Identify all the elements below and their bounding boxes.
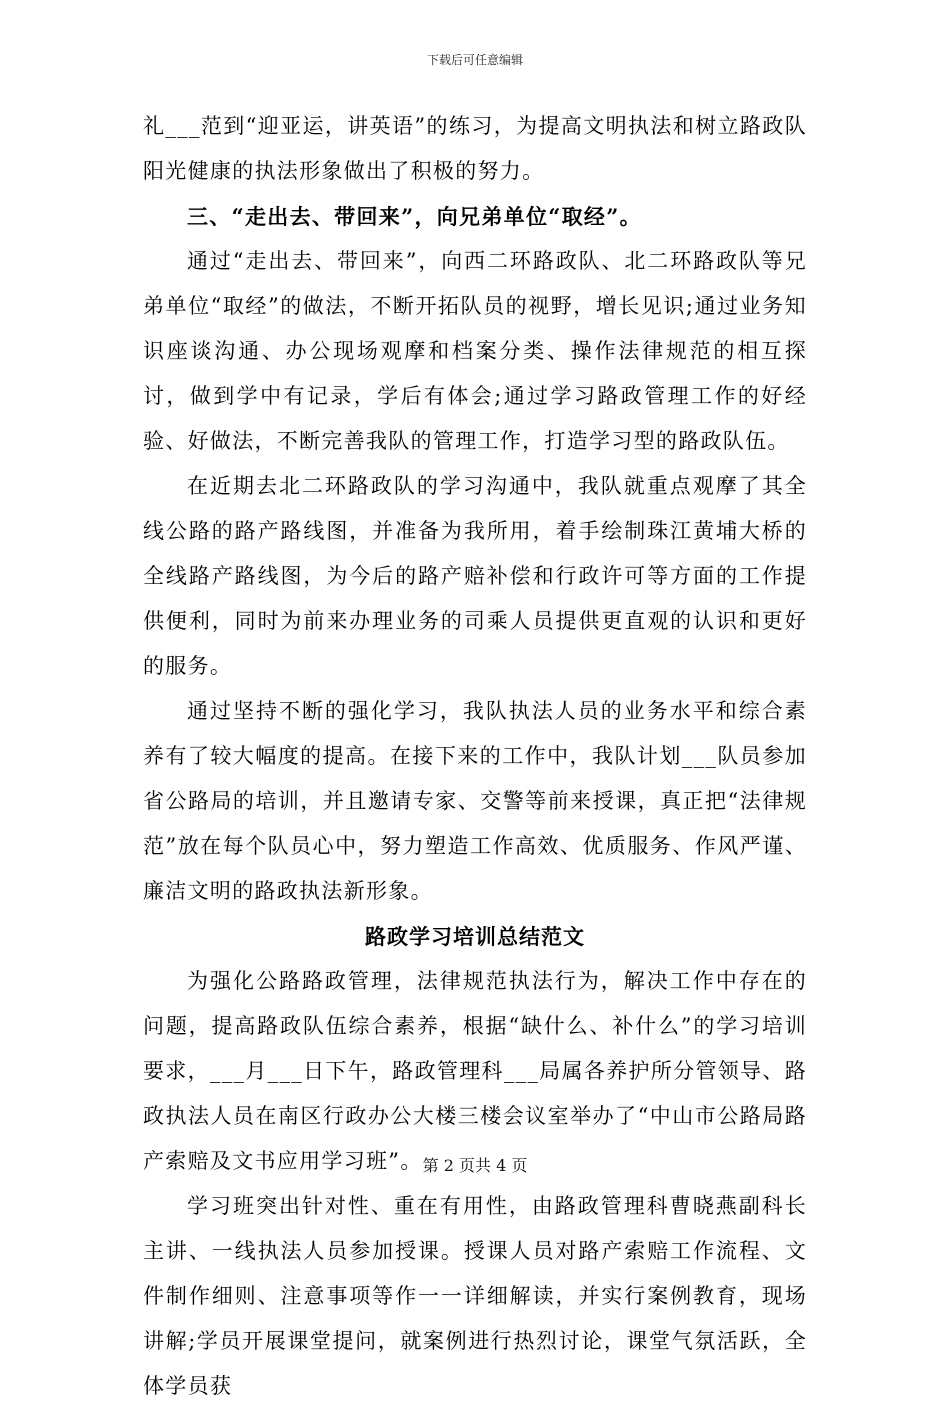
page-footer: 第 2 页共 4 页 (422, 1156, 528, 1175)
paragraph-training-intro: 为强化公路路政管理，法律规范执法行为，解决工作中存在的问题，提高路政队伍综合素养，根据“缺什么、补什么”的学习培训要求，___月___日下午，路政管理科___局属各养护所分管领导、路政执法人员在南区行政办公大楼三楼会议室举办了“中山市公路局路产索赔及文书应用学习班”。 (143, 969, 807, 1173)
paragraph-continued: 礼___范到“迎亚运，讲英语”的练习，为提高文明执法和树立路政队阳光健康的执法形象做出了积极的努力。 (143, 114, 807, 183)
document-title: 路政学习培训总结范文 (365, 924, 585, 949)
document-body (143, 104, 807, 1409)
page-header: 下载后可任意编辑 (426, 53, 523, 67)
paragraph-training-details: 学习班突出针对性、重在有用性，由路政管理科曹晓燕副科长主讲、一线执法人员参加授课。授课人员对路产索赔工作流程、文件制作细则、注意事项等作一一详细解读，并实行案例教育，现场讲解;学员开展课堂提问，就案例进行热烈讨论，课堂气氛活跃，全体学员获 (143, 1194, 807, 1398)
paragraph-observation: 在近期去北二环路政队的学习沟通中，我队就重点观摩了其全线公路的路产路线图，并准备为我所用，着手绘制珠江黄埔大桥的全线路产路线图，为今后的路产赔补偿和行政许可等方面的工作提供便利，同时为前来办理业务的司乘人员提供更直观的认识和更好的服务。 (143, 474, 807, 678)
paragraph-learning-exchange: 通过“走出去、带回来”，向西二环路政队、北二环路政队等兄弟单位“取经”的做法，不断开拓队员的视野，增长见识;通过业务知识座谈沟通、办公现场观摩和档案分类、操作法律规范的相互探讨，做到学中有记录，学后有体会;通过学习路政管理工作的好经验、好做法，不断完善我队的管理工作，打造学习型的路政队伍。 (143, 249, 807, 453)
section-heading-3: 三、“走出去、带回来”，向兄弟单位“取经”。 (187, 204, 642, 229)
paragraph-results: 通过坚持不断的强化学习，我队执法人员的业务水平和综合素养有了较大幅度的提高。在接下来的工作中，我队计划___队员参加省公路局的培训，并且邀请专家、交警等前来授课，真正把“法律规范”放在每个队员心中，努力塑造工作高效、优质服务、作风严谨、廉洁文明的路政执法新形象。 (143, 699, 807, 903)
